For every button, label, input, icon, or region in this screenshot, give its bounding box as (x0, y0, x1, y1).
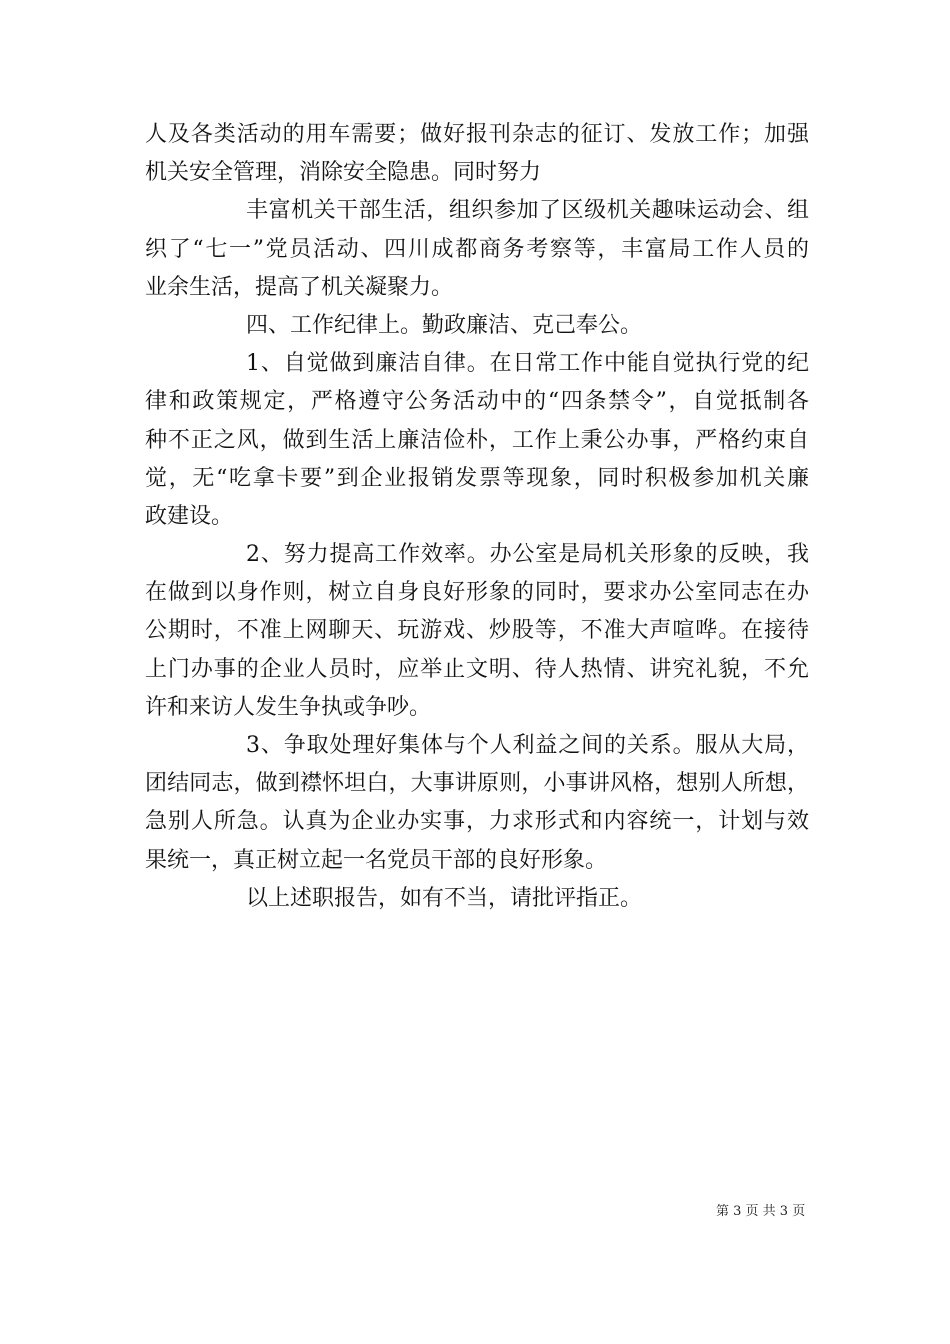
text-line: 业余生活，提高了机关凝聚力。 (145, 274, 454, 300)
text-line: 律和政策规定，严格遵守公务活动中的“四条禁令”，自觉抵制各 (145, 389, 809, 415)
text-line: 人及各类活动的用车需要；做好报刊杂志的征订、发放工作；加强 (145, 122, 809, 147)
closing-line: 以上述职报告，如有不当，请批评指正。 (246, 885, 643, 911)
document-body (145, 116, 809, 918)
text-line: 1、自觉做到廉洁自律。在日常工作中能自觉执行党的纪 (246, 351, 809, 377)
text-line: 织了“七一”党员活动、四川成都商务考察等，丰富局工作人员的 (145, 236, 809, 262)
text-line: 在做到以身作则，树立自身良好形象的同时，要求办公室同志在办 (145, 580, 809, 606)
section-heading: 四、工作纪律上。勤政廉洁、克己奉公。 (246, 312, 643, 338)
text-line: 许和来访人发生争执或争吵。 (145, 694, 432, 720)
text-line: 觉，无“吃拿卡要”到企业报销发票等现象，同时积极参加机关廉 (145, 465, 809, 491)
text-line: 3、争取处理好集体与个人利益之间的关系。服从大局， (246, 733, 809, 758)
text-line: 急别人所急。认真为企业办实事，力求形式和内容统一，计划与效 (145, 809, 809, 835)
text-line: 上门办事的企业人员时，应举止文明、待人热情、讲究礼貌，不允 (145, 656, 809, 682)
page-number-footer: 第 3 页 共 3 页 (716, 1204, 806, 1219)
text-line: 种不正之风，做到生活上廉洁俭朴，工作上秉公办事，严格约束自 (145, 427, 809, 453)
text-line: 果统一，真正树立起一名党员干部的良好形象。 (145, 847, 608, 873)
text-line: 机关安全管理，消除安全隐患。同时努力 (145, 160, 542, 186)
text-line: 团结同志，做到襟怀坦白，大事讲原则，小事讲风格，想别人所想， (145, 771, 809, 797)
text-line: 公期时，不准上网聊天、玩游戏、炒股等，不准大声喧哗。在接待 (145, 618, 809, 644)
text-line: 丰富机关干部生活，组织参加了区级机关趣味运动会、组 (246, 198, 809, 224)
text-line: 2、努力提高工作效率。办公室是局机关形象的反映，我 (246, 542, 809, 568)
text-line: 政建设。 (145, 503, 234, 529)
